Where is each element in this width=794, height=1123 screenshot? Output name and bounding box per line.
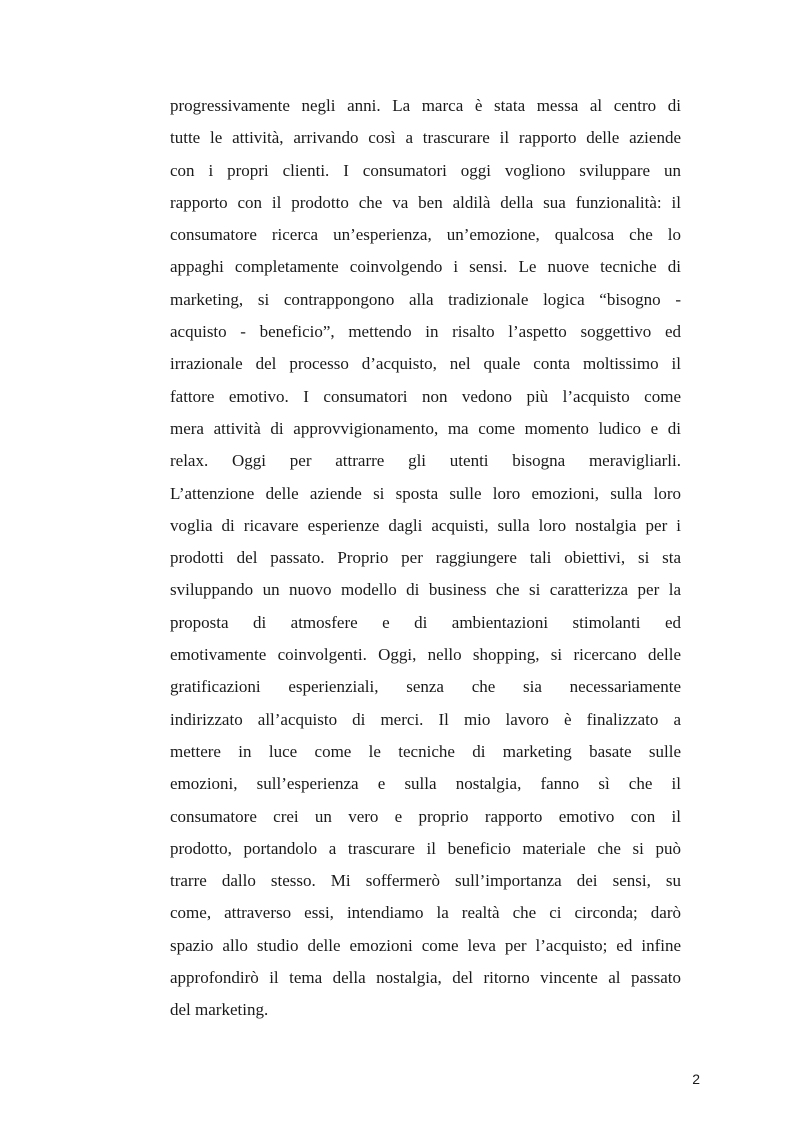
text-line: L’attenzione delle aziende si sposta sulle loro emozioni, sulla loro [170,483,681,503]
text-line: con i propri clienti. I consumatori oggi vogliono sviluppare un [170,160,681,180]
text-line: voglia di ricavare esperienze dagli acquisti, sulla loro nostalgia per i [170,515,681,535]
page-number: 2 [692,1071,700,1087]
text-line: spazio allo studio delle emozioni come leva per l’acquisto; ed infine [170,935,681,955]
text-line: gratificazioni esperienziali, senza che sia necessariamente [170,677,681,697]
text-line: relax. Oggi per attrarre gli utenti bisogna meravigliarli. [170,451,681,471]
text-line: rapporto con il prodotto che va ben aldilà della sua funzionalità: il [170,192,681,212]
text-line: approfondirò il tema della nostalgia, del ritorno vincente al passato [170,968,681,988]
text-line: irrazionale del processo d’acquisto, nel quale conta moltissimo il [170,354,681,374]
text-line: tutte le attività, arrivando così a trascurare il rapporto delle aziende [170,128,681,148]
text-line: mera attività di approvvigionamento, ma come momento ludico e di [170,418,681,438]
text-line: indirizzato all’acquisto di merci. Il mio lavoro è finalizzato a [170,709,681,729]
text-line: del marketing. [170,1000,269,1020]
text-line: progressivamente negli anni. La marca è stata messa al centro di [170,96,681,115]
text-line: sviluppando un nuovo modello di business che si caratterizza per la [170,580,681,600]
text-line: appaghi completamente coinvolgendo i sensi. Le nuove tecniche di [170,257,681,277]
text-line: consumatore crei un vero e proprio rapporto emotivo con il [170,806,681,826]
text-line: come, attraverso essi, intendiamo la realtà che ci circonda; darò [170,903,681,923]
text-line: fattore emotivo. I consumatori non vedono più l’acquisto come [170,386,681,406]
text-line: mettere in luce come le tecniche di marketing basate sulle [170,741,681,761]
text-line: emozioni, sull’esperienza e sulla nostalgia, fanno sì che il [170,774,681,794]
body-paragraph [170,90,681,1027]
text-line: trarre dallo stesso. Mi soffermerò sull’importanza dei sensi, su [170,871,681,891]
text-line: marketing, si contrappongono alla tradizionale logica “bisogno - [170,289,681,309]
text-line: consumatore ricerca un’esperienza, un’emozione, qualcosa che lo [170,225,681,245]
text-line: emotivamente coinvolgenti. Oggi, nello shopping, si ricercano delle [170,645,681,665]
text-line: prodotto, portandolo a trascurare il beneficio materiale che si può [170,838,681,858]
text-line: proposta di atmosfere e di ambientazioni stimolanti ed [170,612,681,632]
text-line: acquisto - beneficio”, mettendo in risalto l’aspetto soggettivo ed [170,322,681,342]
text-line: prodotti del passato. Proprio per raggiungere tali obiettivi, si sta [170,548,681,568]
